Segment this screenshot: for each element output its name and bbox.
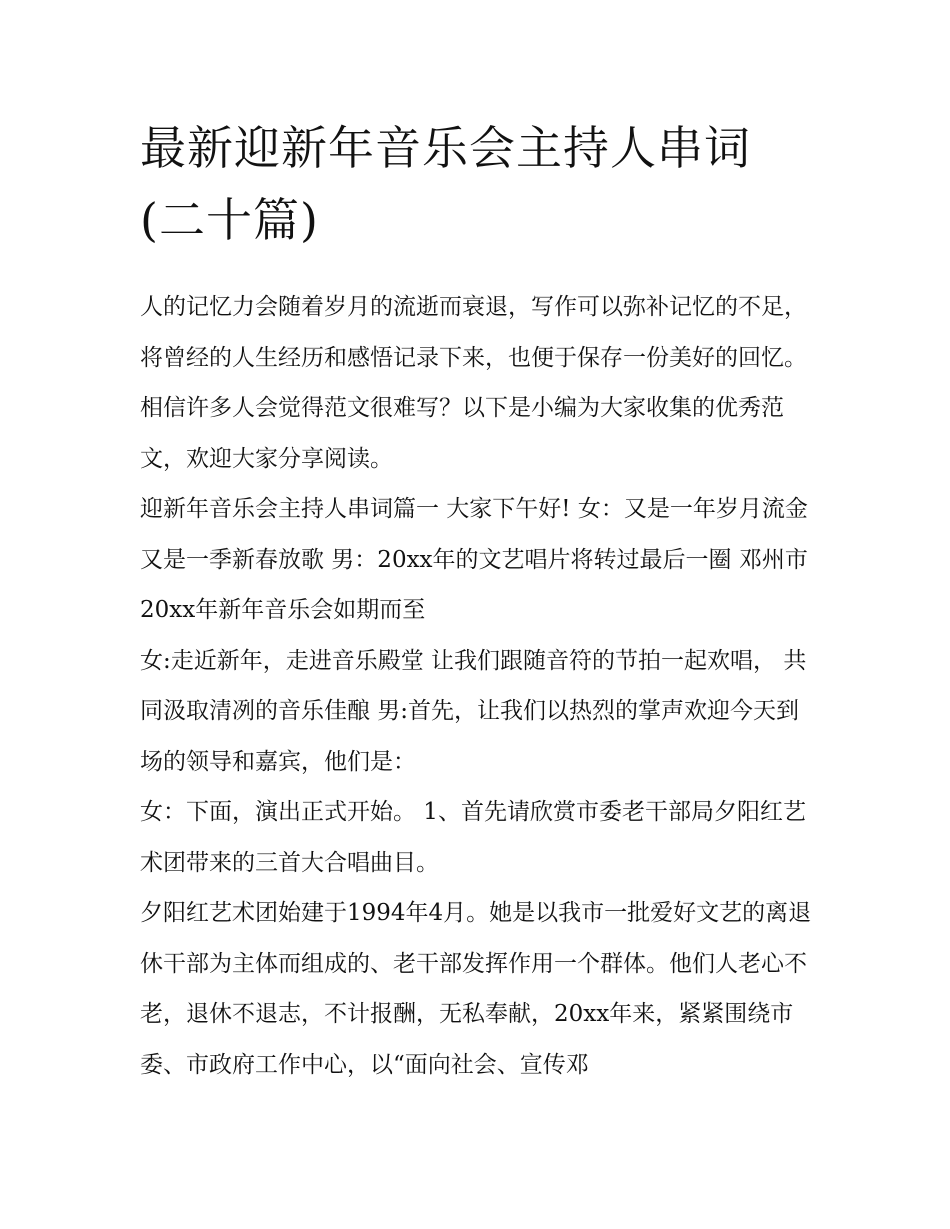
document-title: 最新迎新年音乐会主持人串词(二十篇) [140,121,751,247]
document-body [140,112,812,1090]
paragraph-welcome: 女:走近新年，走进音乐殿堂 让我们跟随音符的节拍一起欢唱， 共同汲取清冽的音乐佳酿 男:首先，让我们以热烈的掌声欢迎今天到场的领导和嘉宾，他们是： [140,647,807,775]
paragraph-intro: 人的记忆力会随着岁月的流逝而衰退，写作可以弥补记忆的不足，将曾经的人生经历和感悟记录下来，也便于保存一份美好的回忆。相信许多人会觉得范文很难写？以下是小编为大家收集的优秀范文，欢迎大家分享阅读。 [140,294,807,472]
paragraph-opening: 迎新年音乐会主持人串词篇一 大家下午好! 女：又是一年岁月流金 又是一季新春放歌 男：20xx年的文艺唱片将转过最后一圈 邓州市20xx年新年音乐会如期而至 [140,496,808,623]
paragraph-troupe-intro: 夕阳红艺术团始建于1994年4月。她是以我市一批爱好文艺的离退休干部为主体而组成的、老干部发挥作用一个群体。他们人老心不老，退休不退志，不计报酬，无私奉献，20xx年来，紧紧围绕市委、市政府工作中心，以“面向社会、宣传邓 [140,900,812,1078]
paragraph-program-1: 女：下面，演出正式开始。 1、首先请欣赏市委老干部局夕阳红艺术团带来的三首大合唱曲目。 [140,799,806,876]
